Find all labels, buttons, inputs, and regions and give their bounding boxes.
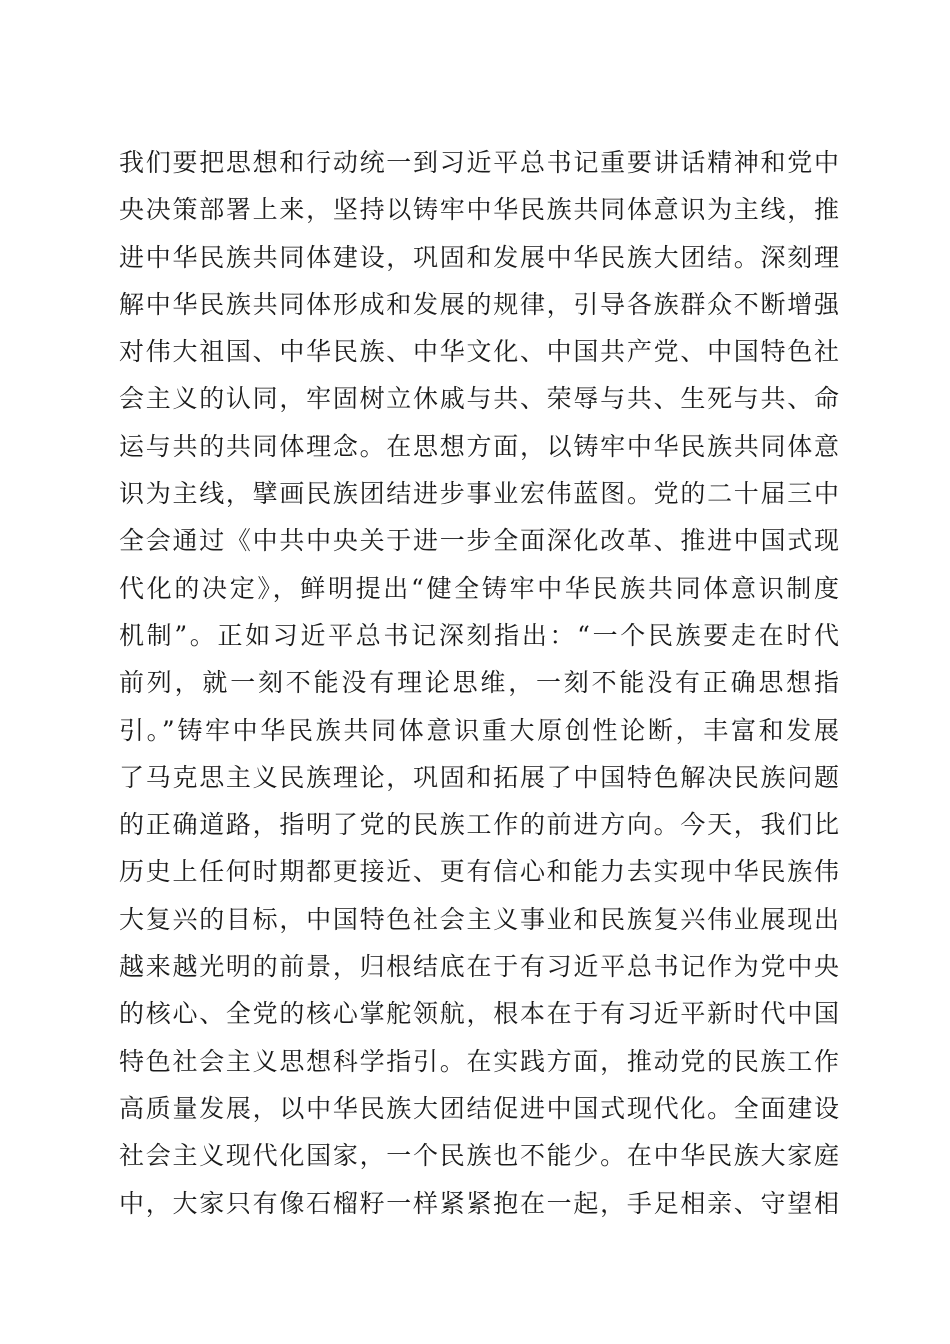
body-paragraph (119, 139, 839, 1227)
text-line: 央决策部署上来，坚持以铸牢中华民族共同体意识为主线，推 (119, 195, 839, 225)
text-line: 越来越光明的前景，归根结底在于有习近平总书记作为党中央 (119, 952, 839, 982)
text-line: 历史上任何时期都更接近、更有信心和能力去实现中华民族伟 (119, 857, 839, 887)
text-line: 特色社会主义思想科学指引。在实践方面，推动党的民族工作 (119, 1046, 839, 1076)
text-line: 会主义的认同，牢固树立休戚与共、荣辱与共、生死与共、命 (119, 384, 839, 414)
text-line: 我们要把思想和行动统一到习近平总书记重要讲话精神和党中 (119, 148, 839, 177)
text-line: 机制”。正如习近平总书记深刻指出：“一个民族要走在时代 (119, 620, 839, 650)
text-line: 社会主义现代化国家，一个民族也不能少。在中华民族大家庭 (119, 1141, 839, 1171)
text-line: 的正确道路，指明了党的民族工作的前进方向。今天，我们比 (119, 810, 839, 840)
text-line: 了马克思主义民族理论，巩固和拓展了中国特色解决民族问题 (119, 762, 839, 792)
text-line: 高质量发展，以中华民族大团结促进中国式现代化。全面建设 (119, 1093, 839, 1123)
text-line: 中，大家只有像石榴籽一样紧紧抱在一起，手足相亲、守望相 (119, 1188, 839, 1218)
text-line: 前列，就一刻不能没有理论思维，一刻不能没有正确思想指 (119, 668, 839, 698)
text-line: 大复兴的目标，中国特色社会主义事业和民族复兴伟业展现出 (119, 904, 839, 934)
text-line: 解中华民族共同体形成和发展的规律，引导各族群众不断增强 (119, 289, 839, 319)
text-line: 进中华民族共同体建设，巩固和发展中华民族大团结。深刻理 (119, 242, 839, 272)
text-line: 全会通过《中共中央关于进一步全面深化改革、推进中国式现 (119, 526, 839, 556)
text-line: 对伟大祖国、中华民族、中华文化、中国共产党、中国特色社 (119, 337, 839, 367)
text-line: 代化的决定》，鲜明提出“健全铸牢中华民族共同体意识制度 (119, 573, 839, 603)
text-line: 引。”铸牢中华民族共同体意识重大原创性论断，丰富和发展 (119, 715, 839, 745)
text-line: 运与共的共同体理念。在思想方面，以铸牢中华民族共同体意 (119, 431, 839, 461)
text-line: 识为主线，擘画民族团结进步事业宏伟蓝图。党的二十届三中 (119, 479, 839, 509)
text-line: 的核心、全党的核心掌舵领航，根本在于有习近平新时代中国 (119, 999, 839, 1029)
